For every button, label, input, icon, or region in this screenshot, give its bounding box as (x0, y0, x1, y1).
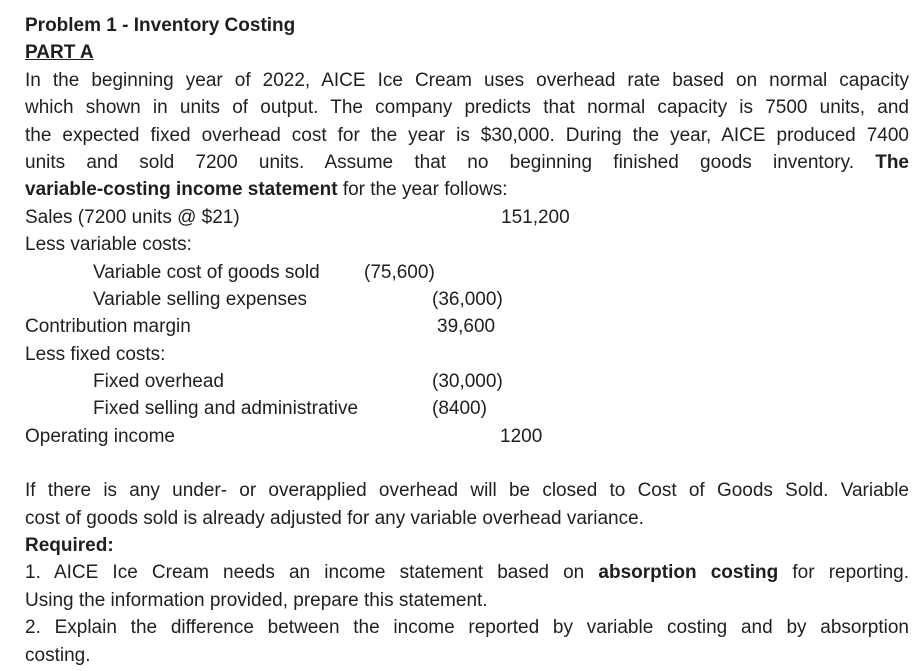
less-fixed-label: Less fixed costs: (25, 343, 166, 365)
required-heading: Required: (25, 535, 114, 557)
intro-line-5 (25, 176, 909, 203)
sales-label: Sales (7200 units @ $21) (25, 206, 240, 228)
intro-line-4-text: units and sold 7200 units. Assume that no beginning finished goods inventory. (25, 151, 854, 173)
contribution-value: 39,600 (437, 316, 496, 338)
fixed-selling-label: Fixed selling and administrative (93, 398, 359, 420)
row-operating-income (25, 423, 909, 450)
intro-bold-tail: The (875, 151, 909, 173)
sales-value: 151,200 (501, 206, 570, 228)
row-less-variable (25, 231, 909, 258)
contribution-label: Contribution margin (25, 316, 191, 338)
row-var-selling (25, 286, 909, 313)
part-heading: PART A (25, 42, 94, 64)
var-selling-label: Variable selling expenses (93, 288, 308, 310)
required-item-2: 2. Explain the difference between the income reported by variable costing and by absorption (25, 617, 909, 639)
note-line-2: cost of goods sold is already adjusted for any variable overhead variance. (25, 507, 644, 529)
less-variable-label: Less variable costs: (25, 234, 192, 256)
fixed-overhead-label: Fixed overhead (93, 371, 224, 393)
operating-label: Operating income (25, 425, 175, 447)
required-item-1 (25, 559, 909, 586)
var-cogs-value: (75,600) (364, 261, 435, 283)
problem-title: Problem 1 - Inventory Costing (25, 15, 296, 36)
required-item-1-post: for reporting. (792, 562, 909, 584)
row-sales (25, 204, 909, 231)
fixed-selling-value: (8400) (432, 398, 487, 420)
row-fixed-selling (25, 395, 909, 422)
row-fixed-overhead (25, 368, 909, 395)
spacer (25, 450, 909, 477)
row-var-cogs (25, 259, 909, 286)
statement-name: variable-costing income statement (25, 179, 338, 201)
required-item-1-pre: 1. AICE Ice Cream needs an income statement based on (25, 562, 585, 584)
required-item-1-line-2: Using the information provided, prepare this statement. (25, 589, 488, 611)
operating-value: 1200 (500, 425, 543, 447)
var-cogs-label: Variable cost of goods sold (93, 261, 320, 283)
intro-line-1: In the beginning year of 2022, AICE Ice Cream uses overhead rate based on normal capacity (25, 69, 909, 91)
problem-document (25, 12, 909, 669)
intro-line-3: the expected fixed overhead cost for the year is $30,000. During the year, AICE produced 7400 (25, 124, 909, 146)
note-line-1: If there is any under- or overapplied overhead will be closed to Cost of Goods Sold. Variable (25, 480, 909, 502)
required-item-1-bold: absorption costing (598, 562, 779, 584)
intro-line-5-rest: for the year follows: (337, 179, 508, 201)
fixed-overhead-value: (30,000) (432, 371, 503, 393)
var-selling-value: (36,000) (432, 288, 503, 310)
row-contribution (25, 313, 909, 340)
row-less-fixed (25, 341, 909, 368)
intro-line-2: which shown in units of output. The company predicts that normal capacity is 7500 units, and (25, 97, 909, 119)
intro-line-4 (25, 149, 909, 176)
required-item-2-line-2: costing. (25, 644, 91, 666)
